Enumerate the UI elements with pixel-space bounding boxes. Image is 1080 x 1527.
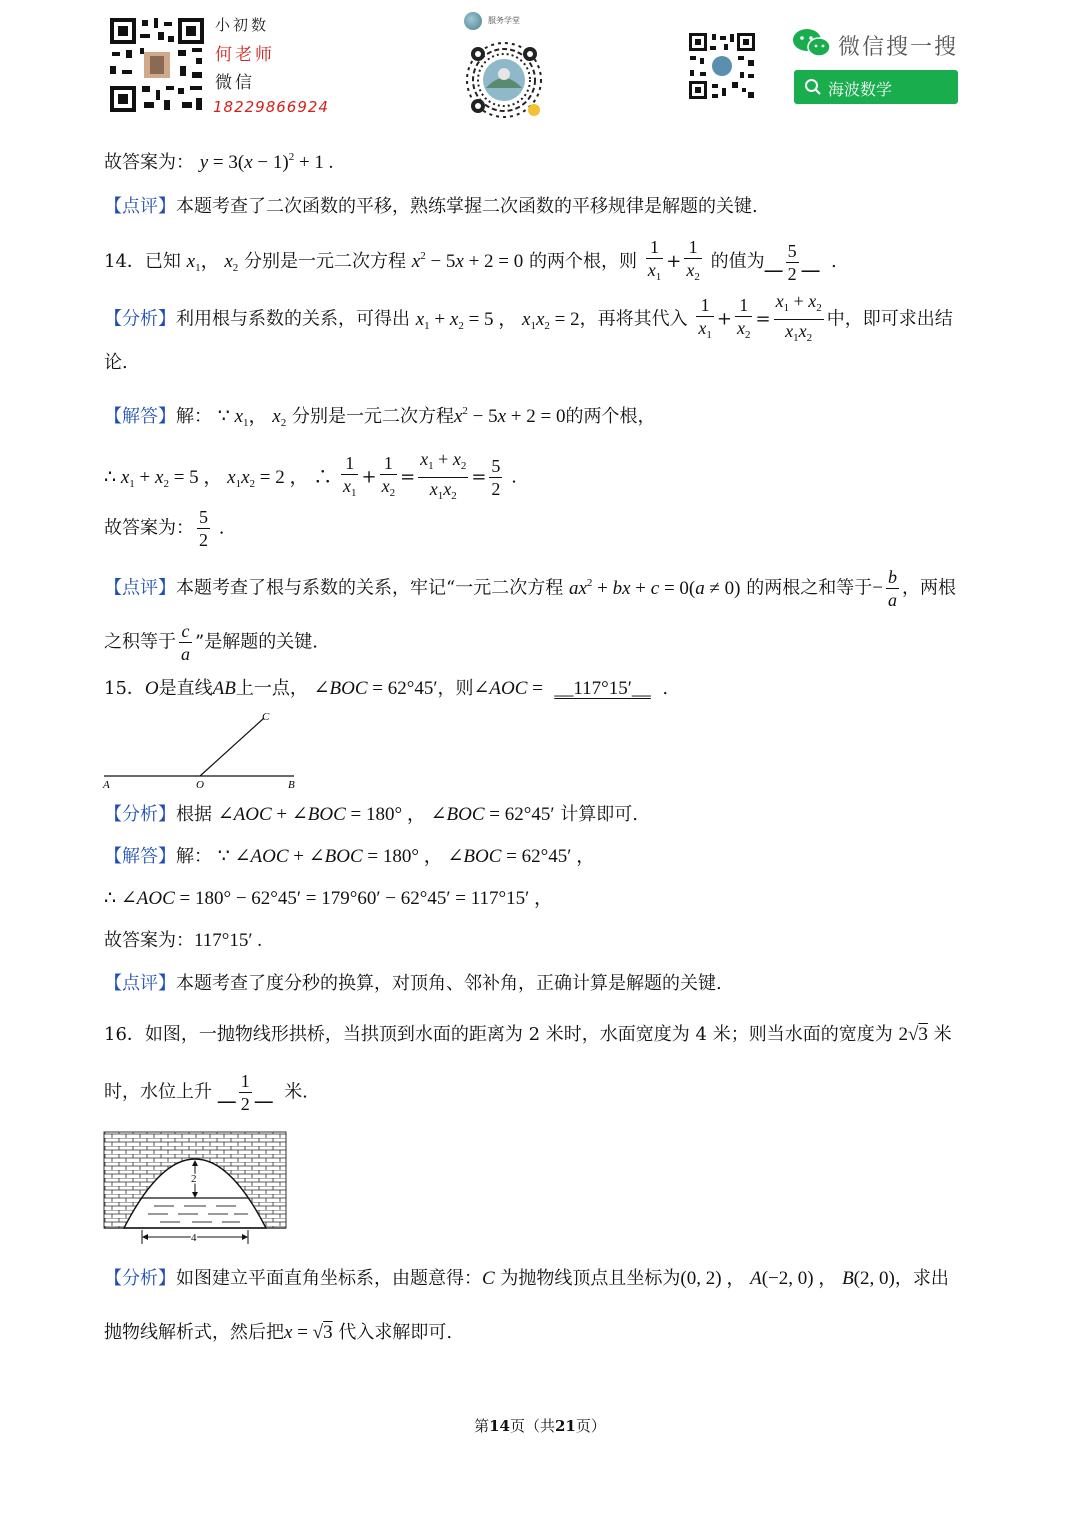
q14-answer-line: 故答案为： $\frac{5}{2}$ . bbox=[104, 507, 225, 550]
footer-text: 第 bbox=[474, 1417, 490, 1435]
stem-text: 的值为 bbox=[710, 251, 765, 272]
wechat-icon bbox=[792, 28, 832, 58]
label-c: C bbox=[262, 711, 270, 723]
question-number: 14． bbox=[104, 251, 145, 272]
mini-program-code bbox=[464, 40, 544, 120]
q15-figure bbox=[100, 708, 300, 794]
q15-analysis: 【分析】根据 ∠AOC + ∠BOC = 180° ， ∠BOC = 62°45′ 计算即可. bbox=[104, 804, 638, 825]
stem-text: 米. bbox=[284, 1081, 308, 1103]
footer-text: 页） bbox=[575, 1417, 606, 1435]
q15-solution-step: ∴ ∠AOC = 180° − 62°45′ = 179°60′ − 62°45′ = 117°15′ ， bbox=[104, 888, 554, 909]
solution-tag: 【解答】 bbox=[104, 846, 176, 867]
fraction: $\frac{1}{x_2}$ bbox=[684, 236, 702, 288]
answer-value: 117°15′ . bbox=[194, 930, 263, 951]
mini-program-avatar-icon bbox=[464, 12, 482, 30]
question-number: 15． bbox=[104, 678, 145, 699]
q14-solution: 【解答】解： ∵ $x_1$， $x_2$ 分别是一元二次方程$x^2 - 5x + 2 = 0$的两个根， bbox=[104, 405, 656, 429]
q14-comment-cont: 之积等于 $\frac{c}{a}$ ”是解题的关键. bbox=[104, 621, 318, 664]
q15-solution: 【解答】解： ∵ ∠AOC + ∠BOC = 180° ， ∠BOC = 62°45′ ， bbox=[104, 846, 596, 867]
comment-text: 的两根之和等于 bbox=[746, 577, 873, 599]
label-a: A bbox=[103, 779, 110, 791]
comment-text: 本题考查了根与系数的关系，牢记“一元二次方程 bbox=[176, 577, 564, 599]
answer-blank: __117°15′__ bbox=[554, 678, 651, 699]
analysis-tag: 【分析】 bbox=[104, 1268, 176, 1289]
wechat-search-button-label: 海波数学 bbox=[828, 80, 893, 99]
comment-text: 本题考查了二次函数的平移，熟练掌握二次函数的平移规律是解题的关键. bbox=[176, 196, 758, 217]
comment-text: ”是解题的关键. bbox=[195, 631, 318, 653]
analysis-text: 抛物线解析式，然后把 bbox=[104, 1322, 284, 1343]
qr-code-official bbox=[688, 32, 756, 100]
ray-oc bbox=[200, 718, 264, 776]
q13-comment bbox=[104, 194, 758, 220]
contact-phone: 18229866924 bbox=[213, 98, 329, 116]
analysis-text: 为抛物线顶点且坐标为 bbox=[500, 1268, 681, 1289]
stem-text: 米 bbox=[933, 1024, 952, 1045]
contact-line-2: 何老师 bbox=[215, 45, 275, 65]
q14-solution-step: ∴ $x_1 + x_2 = 5$ ， $x_1x_2 = 2$ ， ∴ $\frac{1}{x_1}$ + $\frac{1}{x_2}$ = $\frac{x_1 + x_2}{x_1x_2}$ = $\frac{5}{2}$ . bbox=[104, 448, 517, 507]
q16-stem-cont bbox=[104, 1070, 308, 1115]
stem-text: 时，水位上升 bbox=[104, 1081, 212, 1103]
q14-analysis: 【分析】利用根与系数的关系，可得出 $x_1 + x_2 = 5$ ， $x_1x_2 = 2$，再将其代入 $\frac{1}{x_1}$ + $\frac{1}{x_2}$ = $\frac{x_1 + x_2}{x_1x_2}$ 中，即可求出结 bbox=[104, 290, 953, 349]
comment-tag: 【点评】 bbox=[104, 196, 176, 217]
analysis-text: 根据 bbox=[176, 804, 212, 825]
q16-bridge-figure bbox=[102, 1130, 288, 1246]
solution-tag: 【解答】 bbox=[104, 406, 176, 427]
q13-answer-line bbox=[104, 144, 333, 176]
q14-comment: 【点评】本题考查了根与系数的关系，牢记“一元二次方程 $ax^2$ + bx + c = 0(a ≠ 0) 的两根之和等于− $\frac{b}{a}$ ，两根 bbox=[104, 567, 956, 610]
wechat-search-title: 微信搜一搜 bbox=[838, 35, 959, 60]
stem-text: 分别是一元二次方程 bbox=[244, 251, 407, 272]
comment-text: ，两根 bbox=[901, 577, 956, 599]
answer-prefix: 故答案为： bbox=[104, 152, 194, 173]
comment-text: 本题考查了度分秒的换算，对顶角、邻补角，正确计算是解题的关键. bbox=[176, 973, 722, 994]
q16-analysis: 【分析】如图建立平面直角坐标系，由题意得：C 为抛物线顶点且坐标为(0, 2) ， A(−2, 0) ， B(2, 0)，求出 bbox=[104, 1268, 949, 1289]
answer-blank: __ $\frac{1}{2}$ __ bbox=[217, 1071, 273, 1114]
answer-prefix: 故答案为： bbox=[104, 517, 194, 539]
page-total: 21 bbox=[555, 1417, 576, 1435]
width-label: 4 bbox=[191, 1232, 197, 1244]
comment-text: 之积等于 bbox=[104, 631, 176, 653]
contact-line-1: 小初数 bbox=[215, 16, 270, 34]
stem-text: 上一点， bbox=[235, 678, 308, 699]
analysis-tag: 【分析】 bbox=[104, 308, 176, 330]
label-o: O bbox=[196, 779, 204, 791]
q16-stem: 16．如图，一抛物线形拱桥，当拱顶到水面的距离为 2 米时，水面宽度为 4 米；则当水面的宽度为 2√3 米 bbox=[104, 1024, 952, 1045]
label-b: B bbox=[288, 779, 295, 791]
analysis-text: 代入求解即可. bbox=[338, 1322, 453, 1343]
q15-comment bbox=[104, 971, 722, 997]
analysis-text: 中，即可求出结 bbox=[826, 308, 953, 330]
q15-stem: 15．O是直线AB上一点， ∠BOC = 62°45′，则∠AOC = __117°15′__ . bbox=[104, 678, 669, 699]
solution-text: 分别是一元二次方程 bbox=[291, 406, 454, 427]
solution-text: 解： bbox=[176, 406, 212, 427]
footer-text: 页（共 bbox=[509, 1417, 555, 1435]
analysis-text: ，再将其代入 bbox=[579, 308, 688, 330]
stem-text: 是直线 bbox=[158, 678, 213, 699]
q15-answer-line bbox=[104, 928, 262, 954]
analysis-text: 利用根与系数的关系，可得出 bbox=[176, 308, 410, 330]
stem-text: ，则 bbox=[437, 678, 474, 699]
fraction: $\frac{1}{x_1}$ bbox=[646, 236, 664, 288]
analysis-text: 论. bbox=[104, 352, 128, 373]
question-number: 16． bbox=[104, 1024, 145, 1045]
answer-blank: __ $\frac{5}{2}$ __ bbox=[764, 240, 820, 284]
height-label: 2 bbox=[191, 1173, 197, 1185]
analysis-text: ，求出 bbox=[894, 1268, 949, 1289]
stem-text: 如图，一抛物线形拱桥，当拱顶到水面的距离为 2 米时，水面宽度为 4 米；则当水面的宽度为 bbox=[144, 1024, 893, 1045]
comment-tag: 【点评】 bbox=[104, 577, 176, 599]
q13-answer-formula: $y = 3(x - 1)^2 + 1$ . bbox=[199, 151, 334, 173]
solution-text: 的两个根， bbox=[565, 406, 656, 427]
solution-text: 解： bbox=[176, 846, 212, 867]
page-footer bbox=[0, 1415, 1080, 1436]
q16-analysis-cont: 抛物线解析式，然后把x = √3 代入求解即可. bbox=[104, 1322, 453, 1343]
q14-analysis-cont bbox=[104, 350, 128, 376]
stem-text: 的两个根，则 bbox=[529, 251, 638, 272]
stem-text: 已知 bbox=[144, 251, 181, 272]
answer-prefix: 故答案为： bbox=[104, 930, 194, 951]
wechat-search-button[interactable] bbox=[794, 70, 958, 104]
analysis-text: 如图建立平面直角坐标系，由题意得： bbox=[176, 1268, 482, 1289]
search-icon bbox=[804, 78, 822, 96]
page-number: 14 bbox=[489, 1417, 510, 1435]
qr-code-contact bbox=[108, 16, 206, 114]
contact-line-3: 微信 bbox=[215, 73, 255, 93]
mini-program-caption: 服务学堂 bbox=[488, 16, 520, 25]
comment-tag: 【点评】 bbox=[104, 973, 176, 994]
analysis-tag: 【分析】 bbox=[104, 804, 176, 825]
q14-stem: 14．已知 $x_1$， $x_2$ 分别是一元二次方程 $x^2 - 5x + 2 = 0$ 的两个根，则 $\frac{1}{x_1}$ + $\frac{1}{x_2}$ 的值为__ $\frac{5}{2}$ __ . bbox=[104, 236, 837, 288]
analysis-text: 计算即可. bbox=[560, 804, 638, 825]
